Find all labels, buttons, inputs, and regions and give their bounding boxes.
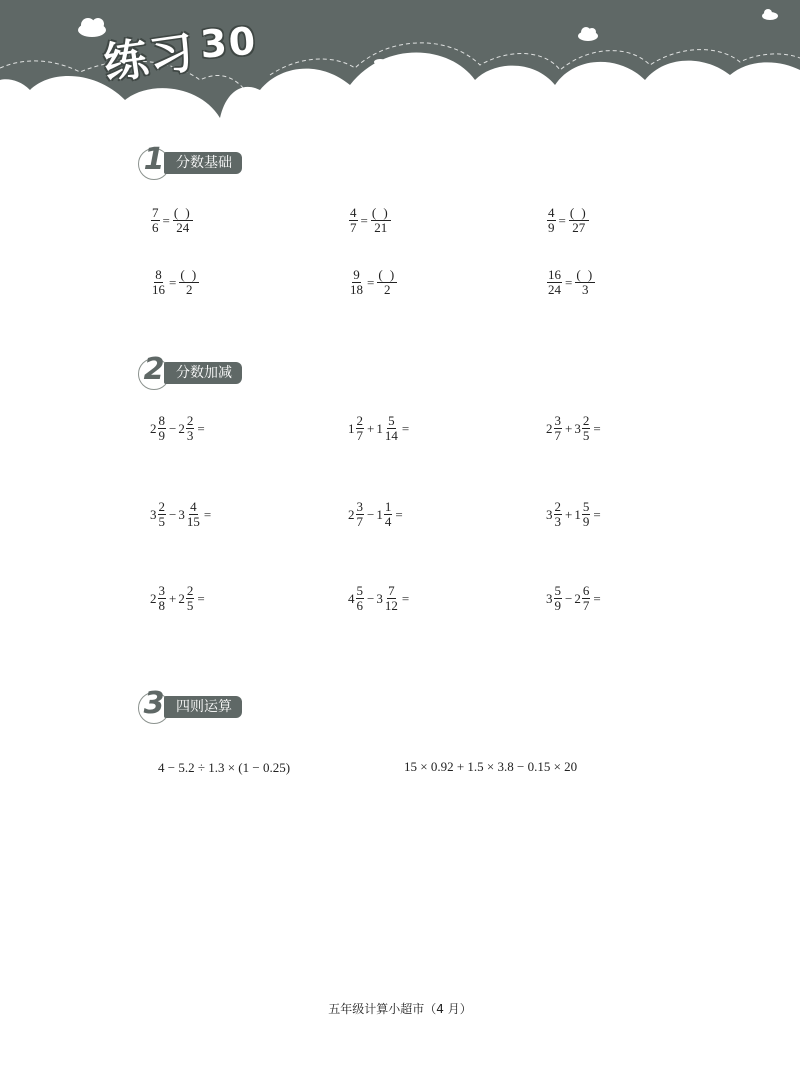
page-title-text: 练习 — [100, 26, 199, 91]
whole-number: 3 — [178, 507, 185, 522]
fraction-denominator: 5 — [582, 428, 590, 443]
header-banner — [0, 0, 800, 140]
fraction-denominator: 7 — [554, 428, 561, 443]
fraction-denominator: 3 — [582, 282, 589, 297]
equals-sign: = — [593, 421, 601, 436]
fraction-numerator: 8 — [155, 267, 162, 282]
fraction-denominator: 14 — [384, 428, 398, 443]
operator: − — [565, 591, 573, 606]
fraction-op-item — [348, 500, 405, 529]
fraction — [554, 414, 563, 443]
operator: + — [565, 507, 573, 522]
fraction-basics-item — [150, 206, 194, 235]
whole-number: 2 — [574, 591, 581, 606]
fraction-numerator: ( ) — [576, 267, 595, 282]
fraction-denominator: 9 — [582, 514, 590, 529]
equals-sign: = — [593, 507, 601, 522]
section-label: 分数加减 — [164, 362, 242, 384]
fraction-denominator: 2 — [186, 282, 193, 297]
equals-sign: = — [360, 213, 368, 228]
fraction-numerator: ( ) — [173, 205, 192, 220]
section-label: 分数基础 — [164, 152, 242, 174]
fraction-denominator: 7 — [356, 514, 363, 529]
fraction — [547, 206, 556, 235]
mixed-op-expression-2: 15 × 0.92 + 1.5 × 3.8 − 0.15 × 20 — [404, 759, 578, 774]
whole-number: 4 — [348, 591, 355, 606]
whole-number: 3 — [546, 507, 553, 522]
fraction-numerator: 3 — [356, 499, 363, 514]
section-number: 1 — [143, 142, 165, 177]
fraction-basics-item — [348, 268, 398, 297]
fraction-numerator: 5 — [582, 499, 590, 514]
fraction-op-item — [150, 500, 213, 529]
fraction-basics-item — [150, 268, 200, 297]
operator: + — [367, 421, 375, 436]
fraction-numerator: 2 — [158, 499, 165, 514]
fraction-numerator: ( ) — [180, 267, 199, 282]
page-title-number: 30 — [198, 18, 259, 67]
whole-number: 1 — [348, 421, 355, 436]
fraction-denominator: 9 — [548, 220, 555, 235]
blank-fraction — [575, 268, 595, 297]
fraction-denominator: 4 — [384, 514, 392, 529]
fraction-op-item — [348, 414, 411, 443]
equals-sign: = — [395, 507, 403, 522]
fraction-denominator: 24 — [548, 282, 561, 297]
fraction-denominator: 5 — [158, 514, 165, 529]
fraction-op-item — [348, 584, 411, 613]
fraction-numerator: 16 — [548, 267, 561, 282]
fraction-numerator: 4 — [350, 205, 357, 220]
fraction — [554, 500, 563, 529]
fraction — [186, 414, 195, 443]
operator: + — [565, 421, 573, 436]
fraction — [186, 584, 195, 613]
fraction-numerator: 3 — [158, 583, 165, 598]
fraction — [384, 584, 399, 613]
equals-sign: = — [169, 275, 177, 290]
whole-number: 2 — [546, 421, 553, 436]
whole-number: 3 — [574, 421, 581, 436]
fraction-denominator: 6 — [152, 220, 159, 235]
fraction-denominator: 3 — [186, 428, 194, 443]
blank-fraction — [173, 206, 193, 235]
fraction-basics-item — [546, 206, 590, 235]
fraction-numerator: 5 — [388, 413, 395, 428]
operator: + — [169, 591, 177, 606]
fraction-op-item — [150, 584, 207, 613]
fraction-numerator: ( ) — [378, 267, 397, 282]
fraction — [582, 500, 591, 529]
whole-number: 1 — [376, 421, 383, 436]
equals-sign: = — [203, 507, 212, 522]
equals-sign: = — [593, 591, 601, 606]
fraction-numerator: 2 — [554, 499, 561, 514]
fraction-numerator: ( ) — [569, 205, 588, 220]
fraction-denominator: 8 — [158, 598, 165, 613]
fraction-op-item — [546, 414, 603, 443]
fraction-numerator: 2 — [186, 413, 194, 428]
fraction — [151, 206, 160, 235]
fraction — [186, 500, 201, 529]
fraction-denominator: 12 — [384, 598, 398, 613]
fraction-numerator: 2 — [356, 413, 363, 428]
fraction-denominator: 21 — [374, 220, 388, 235]
fraction-op-item — [546, 500, 603, 529]
fraction-numerator: ( ) — [371, 205, 390, 220]
fraction-numerator: 8 — [158, 413, 165, 428]
fraction-numerator: 2 — [582, 413, 590, 428]
fraction — [349, 206, 358, 235]
fraction-op-item — [150, 414, 207, 443]
fraction — [158, 584, 167, 613]
fraction-denominator: 9 — [158, 428, 165, 443]
equals-sign: = — [367, 275, 375, 290]
fraction — [158, 414, 167, 443]
fraction — [554, 584, 563, 613]
fraction — [547, 268, 562, 297]
whole-number: 1 — [574, 507, 581, 522]
fraction-denominator: 6 — [356, 598, 363, 613]
fraction-numerator: 4 — [190, 499, 197, 514]
whole-number: 3 — [150, 507, 157, 522]
whole-number: 1 — [376, 507, 383, 522]
fraction-denominator: 16 — [152, 282, 165, 297]
section-number: 2 — [143, 352, 165, 387]
fraction-denominator: 18 — [350, 282, 363, 297]
fraction-numerator: 4 — [548, 205, 555, 220]
whole-number: 3 — [546, 591, 553, 606]
operator: − — [367, 507, 375, 522]
fraction — [582, 414, 591, 443]
fraction-denominator: 15 — [186, 514, 200, 529]
fraction — [356, 584, 365, 613]
blank-fraction — [377, 268, 397, 297]
fraction — [582, 584, 591, 613]
fraction-numerator: 2 — [186, 583, 194, 598]
fraction-numerator: 5 — [356, 583, 363, 598]
fraction-numerator: 7 — [388, 583, 395, 598]
fraction-basics-item — [546, 268, 596, 297]
equals-sign: = — [197, 421, 205, 436]
fraction-numerator: 5 — [554, 583, 561, 598]
equals-sign: = — [162, 213, 170, 228]
fraction-denominator: 3 — [554, 514, 561, 529]
operator: − — [169, 507, 177, 522]
whole-number: 3 — [376, 591, 383, 606]
fraction-denominator: 27 — [572, 220, 586, 235]
operator: − — [169, 421, 177, 436]
section-number: 3 — [143, 686, 165, 721]
fraction — [356, 500, 365, 529]
fraction-denominator: 24 — [176, 220, 190, 235]
fraction — [349, 268, 364, 297]
fraction — [384, 500, 393, 529]
blank-fraction — [179, 268, 199, 297]
page-footer: 五年级计算小超市（4 月） — [328, 1002, 472, 1016]
whole-number: 2 — [178, 421, 185, 436]
section-label: 四则运算 — [164, 696, 242, 718]
fraction — [384, 414, 399, 443]
equals-sign: = — [558, 213, 566, 228]
equals-sign: = — [565, 275, 573, 290]
operator: − — [367, 591, 375, 606]
fraction-denominator: 7 — [350, 220, 357, 235]
blank-fraction — [569, 206, 589, 235]
fraction-numerator: 7 — [152, 205, 159, 220]
equals-sign: = — [197, 591, 205, 606]
fraction-basics-item — [348, 206, 392, 235]
fraction-denominator: 2 — [384, 282, 391, 297]
whole-number: 2 — [150, 421, 157, 436]
fraction-denominator: 9 — [554, 598, 561, 613]
fraction-numerator: 1 — [384, 499, 392, 514]
fraction — [158, 500, 167, 529]
fraction-denominator: 5 — [186, 598, 194, 613]
whole-number: 2 — [348, 507, 355, 522]
fraction-numerator: 9 — [353, 267, 360, 282]
equals-sign: = — [401, 591, 410, 606]
fraction — [151, 268, 166, 297]
blank-fraction — [371, 206, 391, 235]
fraction-op-item — [546, 584, 603, 613]
mixed-op-expression-1: 4 − 5.2 ÷ 1.3 × (1 − 0.25) — [158, 760, 291, 775]
fraction — [356, 414, 365, 443]
whole-number: 2 — [178, 591, 185, 606]
fraction-denominator: 7 — [356, 428, 363, 443]
fraction-numerator: 3 — [554, 413, 561, 428]
equals-sign: = — [401, 421, 410, 436]
fraction-numerator: 6 — [582, 583, 590, 598]
fraction-denominator: 7 — [582, 598, 590, 613]
whole-number: 2 — [150, 591, 157, 606]
